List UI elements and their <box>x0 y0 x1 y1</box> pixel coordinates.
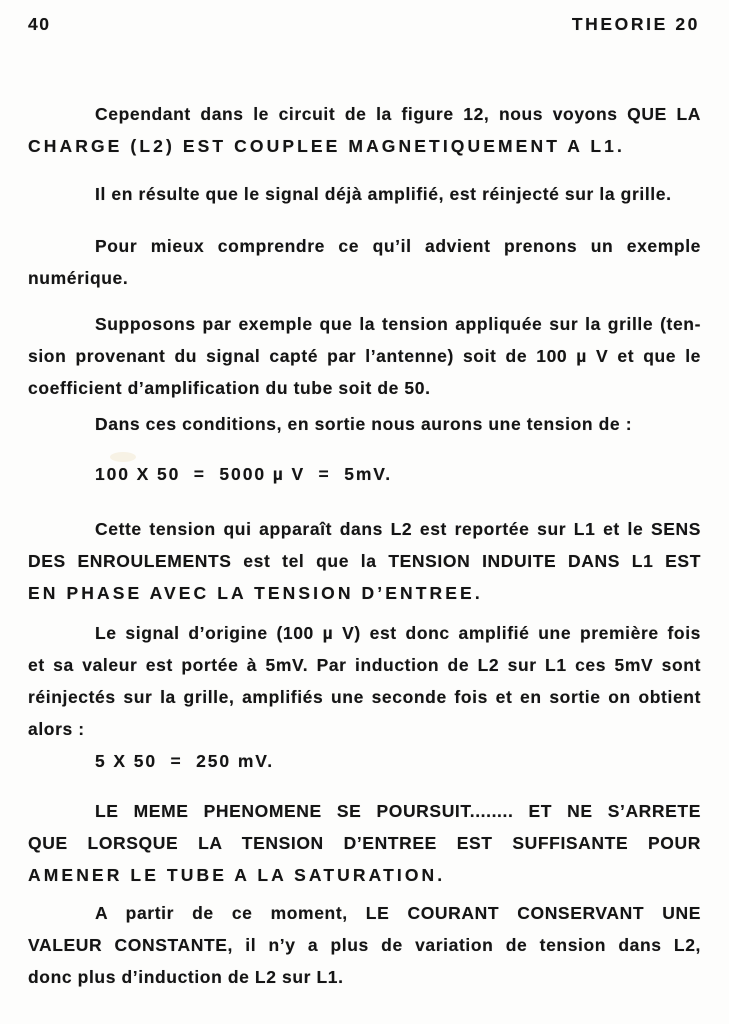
paragraph-sens-enroulements <box>28 513 701 609</box>
paragraph-charge-couplee <box>28 98 701 162</box>
text-line: QUE LORSQUE LA TENSION D’ENTREE EST SUFFISANTE POUR <box>28 833 701 853</box>
text-line: A partir de ce moment, LE COURANT CONSERVANT UNE <box>95 903 701 923</box>
page-number: 40 <box>28 14 51 34</box>
text-line: AMENER LE TUBE A LA SATURATION. <box>28 865 446 885</box>
text-line: CHARGE (L2) EST COUPLEE MAGNETIQUEMENT A L1. <box>28 136 625 156</box>
text-line: Cette tension qui apparaît dans L2 est reportée sur L1 et le SENS <box>95 519 701 539</box>
paragraph-signal-reinjecte <box>28 178 701 210</box>
text-line: Dans ces conditions, en sortie nous aurons une tension de : <box>95 414 633 434</box>
text-line: Cependant dans le circuit de la figure 12, nous voyons QUE LA <box>95 104 701 124</box>
text-line: LE MEME PHENOMENE SE POURSUIT........ ET NE S’ARRETE <box>95 801 701 821</box>
paragraph-meme-phenomene <box>28 795 701 891</box>
text-line: et sa valeur est portée à 5mV. Par induction de L2 sur L1 ces 5mV sont <box>28 655 701 675</box>
text-line: VALEUR CONSTANTE, il n’y a plus de variation de tension dans L2, <box>28 935 701 955</box>
text-line: Supposons par exemple que la tension appliquée sur la grille (ten- <box>95 314 701 334</box>
text-line: alors : <box>28 719 85 739</box>
text-line: DES ENROULEMENTS est tel que la TENSION INDUITE DANS L1 EST <box>28 551 701 571</box>
header-title: THEORIE 20 <box>571 14 700 34</box>
paragraph-exemple-numerique <box>28 230 701 294</box>
paragraph-courant-constant <box>28 897 701 993</box>
text-line: Le signal d’origine (100 µ V) est donc amplifié une première fois <box>95 623 701 643</box>
paragraph-conditions-sortie <box>28 408 701 440</box>
text-line: coefficient d’amplification du tube soit de 50. <box>28 378 431 398</box>
text-line: sion provenant du signal capté par l’antenne) soit de 100 µ V et que le <box>28 346 701 366</box>
text-line: Pour mieux comprendre ce qu’il advient prenons un exemple <box>95 236 701 256</box>
paragraph-signal-origine <box>28 617 701 745</box>
text-line: réinjectés sur la grille, amplifiés une seconde fois et en sortie on obtient <box>28 687 701 707</box>
text-line: EN PHASE AVEC LA TENSION D’ENTREE. <box>28 583 483 603</box>
text-line: Il en résulte que le signal déjà amplifié, est réinjecté sur la grille. <box>95 184 672 204</box>
formula-line: 100 X 50 = 5000 µ V = 5mV. <box>95 464 393 484</box>
page-header <box>28 14 700 34</box>
text-line: numérique. <box>28 268 129 288</box>
formula-5000-microvolts <box>28 458 701 490</box>
formula-250-millivolts <box>28 745 701 777</box>
paragraph-supposons-tension <box>28 308 701 404</box>
text-line: donc plus d’induction de L2 sur L1. <box>28 967 344 987</box>
formula-line: 5 X 50 = 250 mV. <box>95 751 275 771</box>
